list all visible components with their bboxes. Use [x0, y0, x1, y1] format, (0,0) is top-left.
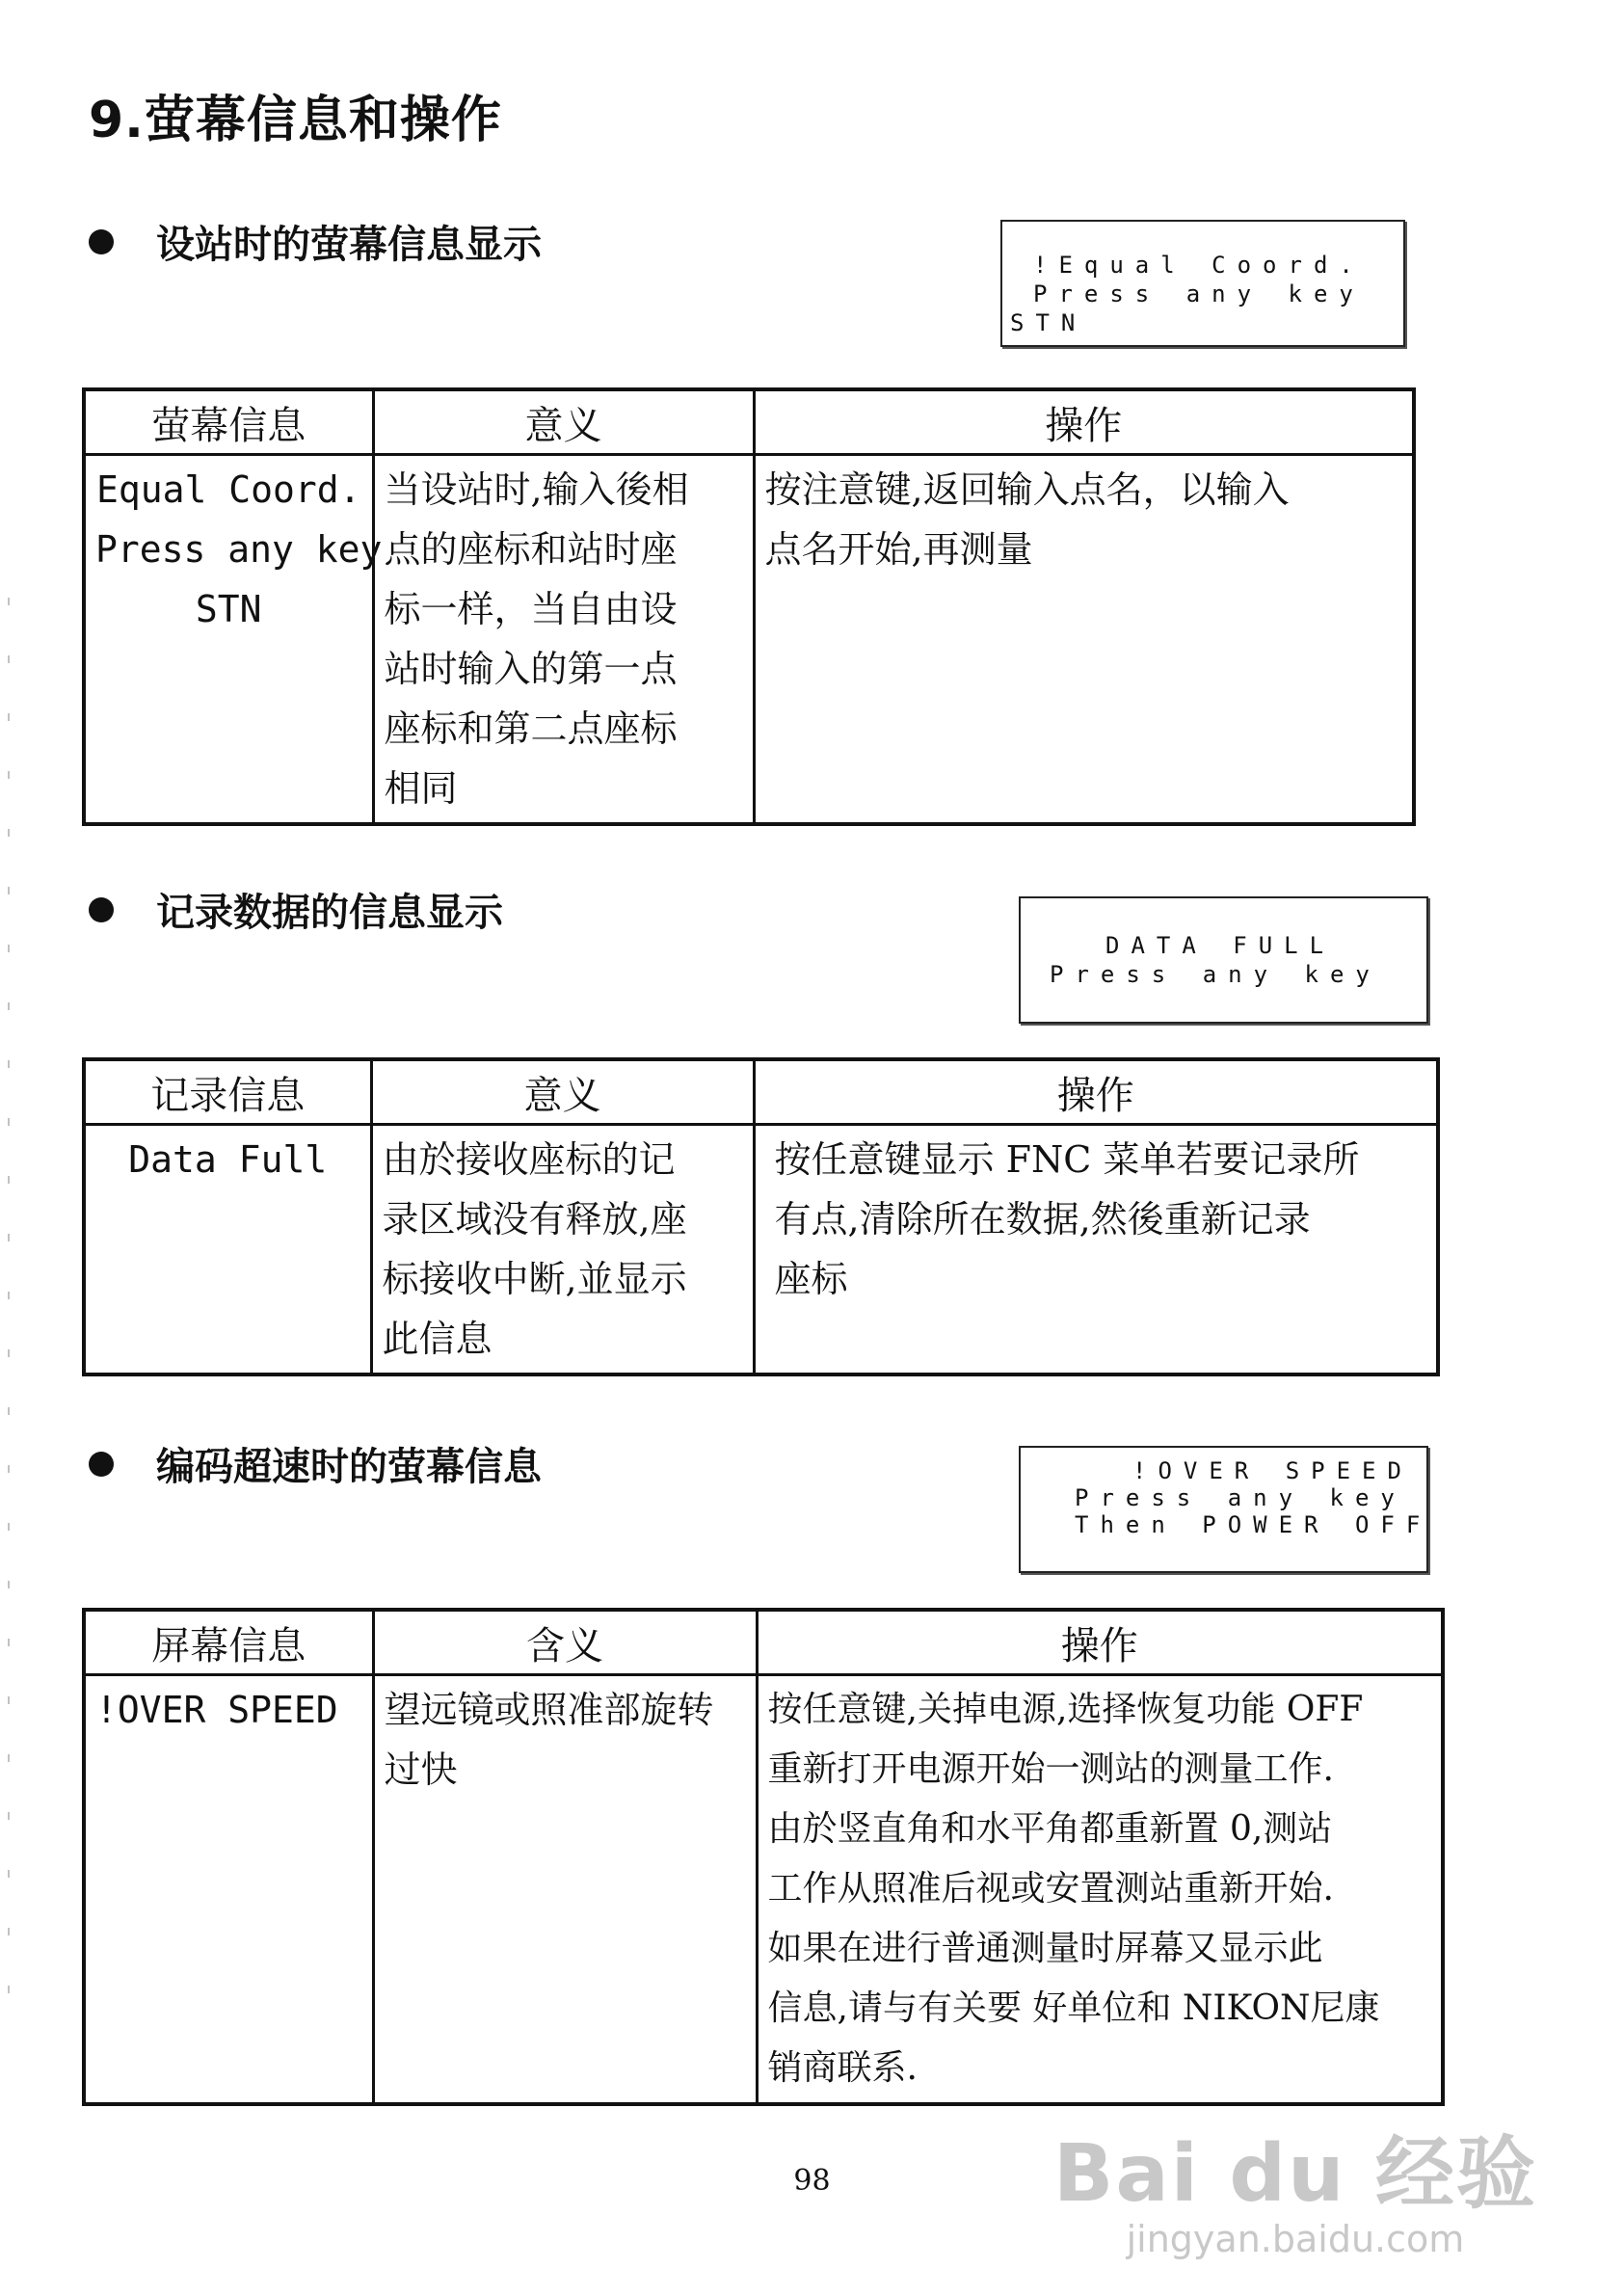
header-operation: 操作 — [757, 1610, 1443, 1675]
cell-meaning: 由於接收座标的记 录区域没有释放,座 标接收中断,並显示 此信息 — [371, 1125, 754, 1375]
section-heading-overspeed — [89, 1436, 542, 1491]
table-row — [84, 1675, 1443, 2105]
table-row — [84, 1125, 1438, 1375]
table-row — [84, 455, 1414, 825]
bullet-icon — [89, 229, 114, 254]
cell-operation: 按任意键,关掉电源,选择恢复功能 OFF 重新打开电源开始一测站的测量工作. 由於竖直角和水平角都重新置 0,测站 工作从照准后视或安置测站重新开始. 如果在进行普通测量时屏幕又显示此 信息,请与有关要 好单位和 NIKON尼康 销商联系. — [757, 1675, 1443, 2105]
bullet-icon — [89, 1452, 114, 1477]
bullet-icon — [89, 897, 114, 922]
cell-operation: 按任意键显示 FNC 菜单若要记录所 有点,清除所在数据,然後重新记录 座标 — [754, 1125, 1438, 1375]
baidu-logo: Bai du 经验 — [1052, 2128, 1537, 2220]
lcd-line: Press any key — [1033, 280, 1365, 307]
table-header-row — [84, 1610, 1443, 1675]
cell-message: Equal Coord. Press any key STN — [84, 455, 373, 825]
section-heading-text: 记录数据的信息显示 — [156, 891, 503, 935]
header-meaning: 意义 — [373, 389, 754, 455]
header-operation: 操作 — [754, 389, 1414, 455]
lcd-screen-over-speed — [1019, 1446, 1432, 1573]
lcd-line: Then POWER OFF — [1075, 1511, 1432, 1538]
cell-meaning: 当设站时,输入後相 点的座标和站时座 标一样，当自由设 站时输入的第一点 座标和第二点座标 相同 — [373, 455, 754, 825]
header-meaning: 意义 — [371, 1059, 754, 1125]
lcd-line: Press any key — [1075, 1484, 1406, 1511]
scan-edge-marks — [8, 598, 10, 2043]
page-title: 9.萤幕信息和操作 — [89, 92, 502, 149]
cell-message: !OVER SPEED — [84, 1675, 373, 2105]
watermark-url: jingyan.baidu.com — [1126, 2218, 1465, 2260]
lcd-line: DATA FULL — [1105, 932, 1336, 959]
header-operation: 操作 — [754, 1059, 1438, 1125]
table-station-messages — [82, 387, 1416, 826]
header-record: 记录信息 — [84, 1059, 371, 1125]
cell-meaning: 望远镜或照准部旋转 过快 — [373, 1675, 757, 2105]
cell-message: Data Full — [84, 1125, 371, 1375]
cell-operation: 按注意键,返回输入点名，以输入 点名开始,再测量 — [754, 455, 1414, 825]
section-heading-text: 编码超速时的萤幕信息 — [156, 1445, 542, 1489]
lcd-line: Press any key — [1050, 961, 1381, 988]
table-overspeed-messages — [82, 1608, 1445, 2106]
page-number: 98 — [793, 2164, 831, 2198]
table-header-row — [84, 1059, 1438, 1125]
lcd-screen-data-full — [1019, 896, 1428, 1024]
header-screen: 屏幕信息 — [84, 1610, 373, 1675]
baidu-watermark — [1053, 2111, 1537, 2260]
section-heading-text: 设站时的萤幕信息显示 — [156, 223, 542, 267]
header-meaning: 含义 — [373, 1610, 757, 1675]
lcd-line: STN — [1010, 309, 1087, 336]
lcd-line: !Equal Coord. — [1033, 252, 1365, 279]
table-header-row — [84, 389, 1414, 455]
header-message: 萤幕信息 — [84, 389, 373, 455]
section-heading-data — [89, 882, 503, 937]
lcd-screen-equal-coord — [1000, 220, 1405, 347]
lcd-line: !OVER SPEED — [1132, 1457, 1413, 1484]
section-heading-station — [89, 214, 542, 269]
table-data-messages — [82, 1057, 1440, 1376]
